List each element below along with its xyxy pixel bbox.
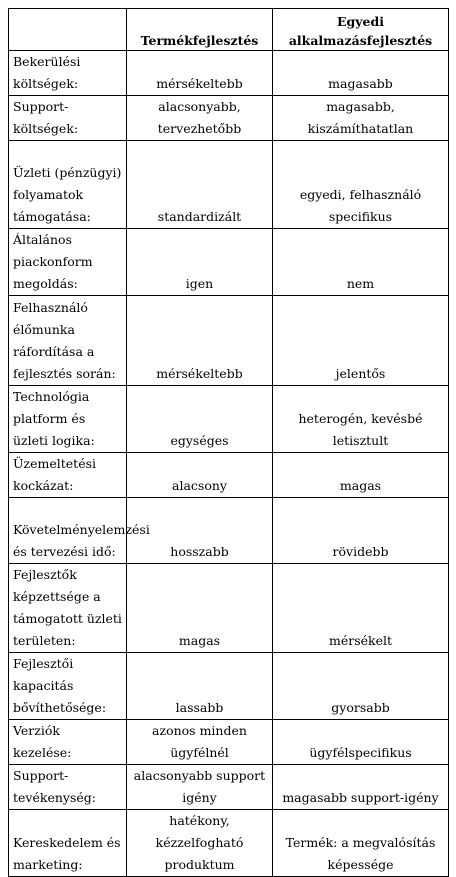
row-label: Fejlesztők képzettsége a támogatott üzleti területen: — [9, 564, 127, 653]
product-value: mérsékeltebb — [127, 51, 273, 96]
table-row — [9, 296, 449, 386]
custom-value: heterogén, kevésbé letisztult — [273, 386, 449, 453]
custom-value: jelentős — [273, 296, 449, 386]
row-label: Üzemeltetési kockázat: — [9, 453, 127, 498]
table-row — [9, 51, 449, 96]
custom-value: magasabb support-igény — [273, 765, 449, 810]
header-product-development: Termékfejlesztés — [127, 9, 273, 51]
table-row — [9, 564, 449, 653]
custom-value: magasabb, kiszámíthatatlan — [273, 96, 449, 141]
product-value: magas — [127, 564, 273, 653]
product-value: hatékony, kézzelfogható produktum — [127, 810, 273, 877]
table-row — [9, 765, 449, 810]
row-label: Követelményelemzési és tervezési idő: — [9, 498, 127, 564]
product-value: hosszabb — [127, 498, 273, 564]
header-empty-cell — [9, 9, 127, 51]
header-custom-development: Egyedi alkalmazásfejlesztés — [273, 9, 449, 51]
custom-value: gyorsabb — [273, 653, 449, 720]
row-label: Verziók kezelése: — [9, 720, 127, 765]
custom-value: mérsékelt — [273, 564, 449, 653]
table-row — [9, 386, 449, 453]
custom-value: nem — [273, 229, 449, 296]
custom-value: magasabb — [273, 51, 449, 96]
row-label: Fejlesztői kapacitás bővíthetősége: — [9, 653, 127, 720]
product-value: igen — [127, 229, 273, 296]
table-row — [9, 229, 449, 296]
row-label: Bekerülési költségek: — [9, 51, 127, 96]
product-value: alacsony — [127, 453, 273, 498]
table-row — [9, 720, 449, 765]
row-label: Általános piackonform megoldás: — [9, 229, 127, 296]
comparison-table — [8, 8, 449, 877]
header-row — [9, 9, 449, 51]
table-row — [9, 653, 449, 720]
table-row — [9, 498, 449, 564]
table-row — [9, 810, 449, 877]
table-row — [9, 453, 449, 498]
product-value: lassabb — [127, 653, 273, 720]
product-value: standardizált — [127, 141, 273, 229]
product-value: azonos minden ügyfélnél — [127, 720, 273, 765]
row-label: Support-tevékenység: — [9, 765, 127, 810]
custom-value: magas — [273, 453, 449, 498]
product-value: alacsonyabb support igény — [127, 765, 273, 810]
row-label: Technológia platform és üzleti logika: — [9, 386, 127, 453]
custom-value: egyedi, felhasználó specifikus — [273, 141, 449, 229]
row-label: Kereskedelem és marketing: — [9, 810, 127, 877]
product-value: mérsékeltebb — [127, 296, 273, 386]
product-value: alacsonyabb, tervezhetőbb — [127, 96, 273, 141]
row-label: Support-költségek: — [9, 96, 127, 141]
row-label: Üzleti (pénzügyi) folyamatok támogatása: — [9, 141, 127, 229]
table-row — [9, 96, 449, 141]
custom-value: Termék: a megvalósítás képessége — [273, 810, 449, 877]
custom-value: rövidebb — [273, 498, 449, 564]
custom-value: ügyfélspecifikus — [273, 720, 449, 765]
table-row — [9, 141, 449, 229]
product-value: egységes — [127, 386, 273, 453]
row-label: Felhasználó élőmunka ráfordítása a fejlesztés során: — [9, 296, 127, 386]
